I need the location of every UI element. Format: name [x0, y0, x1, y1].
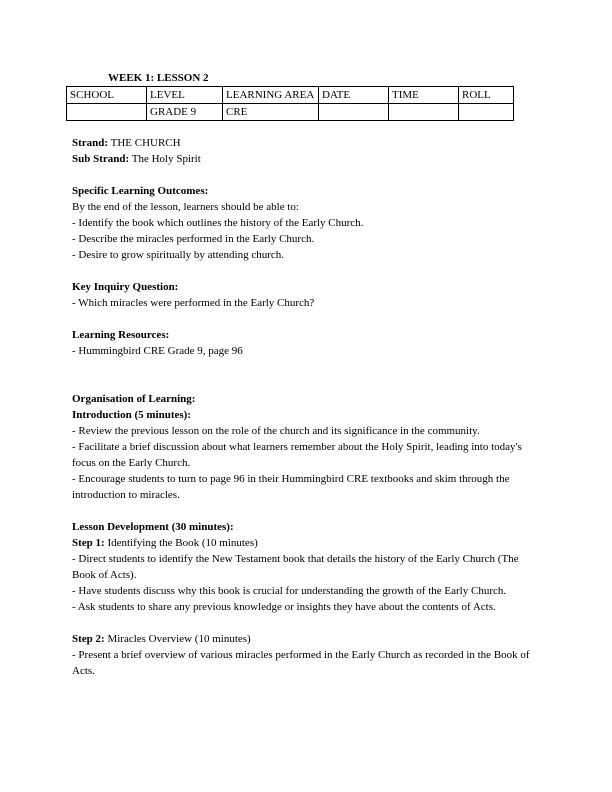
- strand-line: [72, 135, 542, 151]
- table-row: [67, 104, 514, 121]
- list-item: - Ask students to share any previous knowledge or insights they have about the contents of Acts.: [72, 601, 496, 613]
- list-item: - Have students discuss why this book is crucial for understanding the growth of the Early Church.: [72, 585, 507, 597]
- organisation-heading: [72, 391, 542, 407]
- table-cell-learning-area: CRE: [223, 104, 319, 121]
- table-cell-school: [67, 104, 147, 121]
- list-item: - Hummingbird CRE Grade 9, page 96: [72, 345, 243, 357]
- lesson-info-table: [66, 86, 514, 121]
- list-item: - Desire to grow spiritually by attending church.: [72, 249, 285, 261]
- list-item: - Which miracles were performed in the Early Church?: [72, 297, 315, 309]
- resources-heading: [72, 327, 542, 343]
- introduction-heading-text: Introduction (5 minutes):: [72, 409, 191, 421]
- strand-value: THE CHURCH: [108, 137, 181, 149]
- table-cell-date: [319, 104, 389, 121]
- kiq-heading: [72, 279, 542, 295]
- slo-intro: By the end of the lesson, learners should be able to:: [72, 201, 299, 213]
- list-item: - Describe the miracles performed in the Early Church.: [72, 233, 315, 245]
- slo-heading-text: Specific Learning Outcomes:: [72, 185, 209, 197]
- document-page: [72, 70, 542, 679]
- table-header-cell: TIME: [389, 87, 459, 104]
- sub-strand-label: Sub Strand:: [72, 153, 130, 165]
- organisation-heading-text: Organisation of Learning:: [72, 393, 196, 405]
- development-heading-text: Lesson Development (30 minutes):: [72, 521, 234, 533]
- table-cell-time: [389, 104, 459, 121]
- table-header-cell: LEARNING AREA: [223, 87, 319, 104]
- step1-label: Step 1:: [72, 537, 105, 549]
- table-header-row: [67, 87, 514, 104]
- table-cell-level: GRADE 9: [147, 104, 223, 121]
- strand-label: Strand:: [72, 137, 109, 149]
- resources-heading-text: Learning Resources:: [72, 329, 170, 341]
- table-header-cell: DATE: [319, 87, 389, 104]
- list-item: - Direct students to identify the New Testament book that details the history of the Early Church (The Book of Acts).: [72, 553, 519, 581]
- list-item: - Present a brief overview of various miracles performed in the Early Church as recorded in the Book of Acts.: [72, 649, 530, 677]
- development-heading: [72, 519, 542, 535]
- step1-heading: [72, 535, 542, 551]
- step2-title: Miracles Overview (10 minutes): [104, 633, 251, 645]
- list-item: - Encourage students to turn to page 96 in their Hummingbird CRE textbooks and skim through the introduction to miracles.: [72, 473, 510, 501]
- step2-heading: [72, 631, 542, 647]
- table-cell-roll: [459, 104, 514, 121]
- table-header-cell: SCHOOL: [67, 87, 147, 104]
- list-item: - Identify the book which outlines the history of the Early Church.: [72, 217, 364, 229]
- list-item: - Review the previous lesson on the role of the church and its significance in the community.: [72, 425, 480, 437]
- slo-heading: [72, 183, 542, 199]
- sub-strand-line: [72, 151, 542, 167]
- table-header-cell: LEVEL: [147, 87, 223, 104]
- kiq-heading-text: Key Inquiry Question:: [72, 281, 179, 293]
- sub-strand-value: The Holy Spirit: [129, 153, 201, 165]
- introduction-heading: [72, 407, 542, 423]
- week-title: WEEK 1: LESSON 2: [108, 72, 209, 84]
- list-item: - Facilitate a brief discussion about what learners remember about the Holy Spirit, leading into today's focus on the Early Church.: [72, 441, 522, 469]
- table-header-cell: ROLL: [459, 87, 514, 104]
- step1-title: Identifying the Book (10 minutes): [104, 537, 258, 549]
- step2-label: Step 2:: [72, 633, 105, 645]
